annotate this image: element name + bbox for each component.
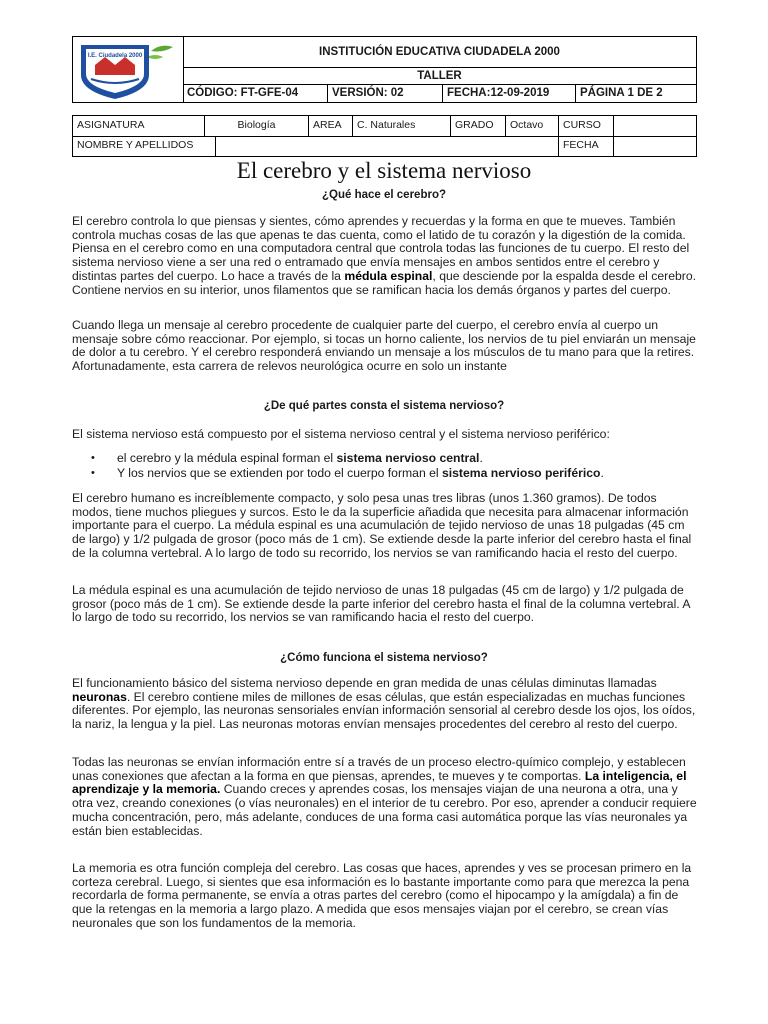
paragraph-8: La memoria es otra función compleja del cerebro. Las cosas que haces, aprendes y ves se procesan primero en la corteza cerebral. Luego, si sientes que esa información es lo bastante importante como para que merezca la pena recordarla de forma permanente, se envía a otras partes del cerebro (como el hipocampo y la amígdala) a fin de que la retengas en la memoria a largo plazo. A medida que esos mensajes viajan por el cerebro, se crean vías neuronales que son los fundamentos de la memoria. <box>72 861 692 930</box>
paragraph-6: El funcionamiento básico del sistema nervioso depende en gran medida de unas células diminutas llamadas neuronas. El cerebro contiene miles de millones de esas células, que están especializadas en muchas funciones diferentes. Por ejemplo, las neuronas sensoriales envían información sensorial al cerebro desde los ojos, los oídos, la nariz, la lengua y la piel. Las neuronas motoras envían mensajes procedentes del cerebro al resto del cuerpo. <box>72 676 696 732</box>
paragraph-7: Todas las neuronas se envían información entre sí a través de un proceso electro-químico complejo, y establecen unas conexiones que afectan a la forma en que piensas, aprendes, te mueves y te comportas. La inteligencia, el aprendizaje y la memoria. Cuando creces y aprendes cosas, los mensajes viajan de una neurona a otra, una y otra vez, creando conexiones (o vías neuronales) en el interior de tu cerebro. Por eso, aprender a conducir requiere mucha concentración, pero, más adelante, conduces de una forma casi automática porque las vías neuronales ya están bien establecidas. <box>72 755 697 838</box>
paragraph-5: La médula espinal es una acumulación de tejido nervioso de unas 18 pulgadas (45 cm de largo) y 1/2 pulgada de grosor (poco más de 1 cm). Se extiende desde la parte inferior del cerebro hasta el final de la columna vertebral. A lo largo de todo su recorrido, los nervios se van ramificando hacia el resto del cuerpo. <box>72 583 690 625</box>
fecha-value[interactable] <box>614 136 696 156</box>
section-heading-que-hace: ¿Qué hace el cerebro? <box>322 189 446 201</box>
document-version: VERSIÓN: 02 <box>328 84 443 102</box>
area-value: C. Naturales <box>353 116 451 136</box>
asignatura-value: Biología <box>205 116 309 136</box>
section-heading-funciona: ¿Cómo funciona el sistema nervioso? <box>280 652 488 664</box>
header-table <box>72 36 697 103</box>
nombre-value[interactable] <box>216 136 559 156</box>
paragraph-4: El cerebro humano es increíblemente compacto, y solo pesa unas tres libras (unos 1.360 gramos). De todos modos, tiene muchos pliegues y surcos. Esto le da la superficie añadida que necesita para almacenar información importante para el cuerpo. La médula espinal es una acumulación de tejido nervioso de unas 18 pulgadas (45 cm de largo) y 1/2 pulgada de grosor (poco más de 1 cm). Se extiende desde la parte inferior del cerebro hasta el final de la columna vertebral. A lo largo de todo su recorrido, los nervios se van ramificando hacia el resto del cuerpo. <box>72 491 692 560</box>
document-type: TALLER <box>183 67 696 85</box>
paragraph-3: El sistema nervioso está compuesto por el sistema nervioso central y el sistema nervioso periférico: <box>72 427 610 441</box>
curso-value[interactable] <box>614 116 696 136</box>
paragraph-1: El cerebro controla lo que piensas y sientes, cómo aprendes y recuerdas y la forma en que te mueves. También controla muchas cosas de las que apenas te das cuenta, como el latido de tu corazón y la digestión de la comida. Piensa en el cerebro como en una computadora central que controla todas las funciones de tu cuerpo. El resto del sistema nervioso viene a ser una red o entramado que envía mensajes en ambos sentidos entre el cerebro y distintas partes del cuerpo. Lo hace a través de la médula espinal, que desciende por la espalda desde el cerebro. Contiene nervios en su interior, unos filamentos que se ramifican hacia los demás órganos y partes del cuerpo. <box>72 214 696 297</box>
document-meta-row <box>183 84 696 102</box>
nervous-system-list <box>72 451 743 481</box>
grado-label: GRADO <box>451 116 506 136</box>
school-logo <box>73 37 184 102</box>
nombre-label: NOMBRE Y APELLIDOS <box>73 136 216 156</box>
list-item: • Y los nervios que se extienden por todo el cuerpo forman el sistema nervioso periférico. <box>117 466 743 481</box>
asignatura-label: ASIGNATURA <box>73 116 205 136</box>
fecha-label: FECHA <box>559 136 614 156</box>
grado-value: Octavo <box>506 116 559 136</box>
curso-label: CURSO <box>559 116 614 136</box>
student-info-table <box>72 115 697 157</box>
paragraph-2: Cuando llega un mensaje al cerebro procedente de cualquier parte del cuerpo, el cerebro envía al cuerpo un mensaje sobre cómo reaccionar. Por ejemplo, si tocas un horno caliente, los nervios de tu piel enviarán un mensaje de dolor a tu cerebro. Y el cerebro responderá enviando un mensaje a los músculos de tu mano para que la retires. Afortunadamente, esta carrera de relevos neurológica ocurre en solo un instante <box>72 318 696 374</box>
section-heading-partes: ¿De qué partes consta el sistema nervioso? <box>263 400 505 412</box>
document-title: El cerebro y el sistema nervioso <box>236 158 532 183</box>
document-code: CÓDIGO: FT-GFE-04 <box>183 84 328 102</box>
list-item: • el cerebro y la médula espinal forman el sistema nervioso central. <box>117 451 743 466</box>
svg-text:I.E. Ciudadela 2000: I.E. Ciudadela 2000 <box>87 53 143 59</box>
area-label: AREA <box>309 116 353 136</box>
page-number: PÁGINA 1 DE 2 <box>580 87 663 99</box>
institution-name: INSTITUCIÓN EDUCATIVA CIUDADELA 2000 <box>183 37 696 68</box>
document-date: FECHA:12-09-2019 <box>443 84 576 102</box>
